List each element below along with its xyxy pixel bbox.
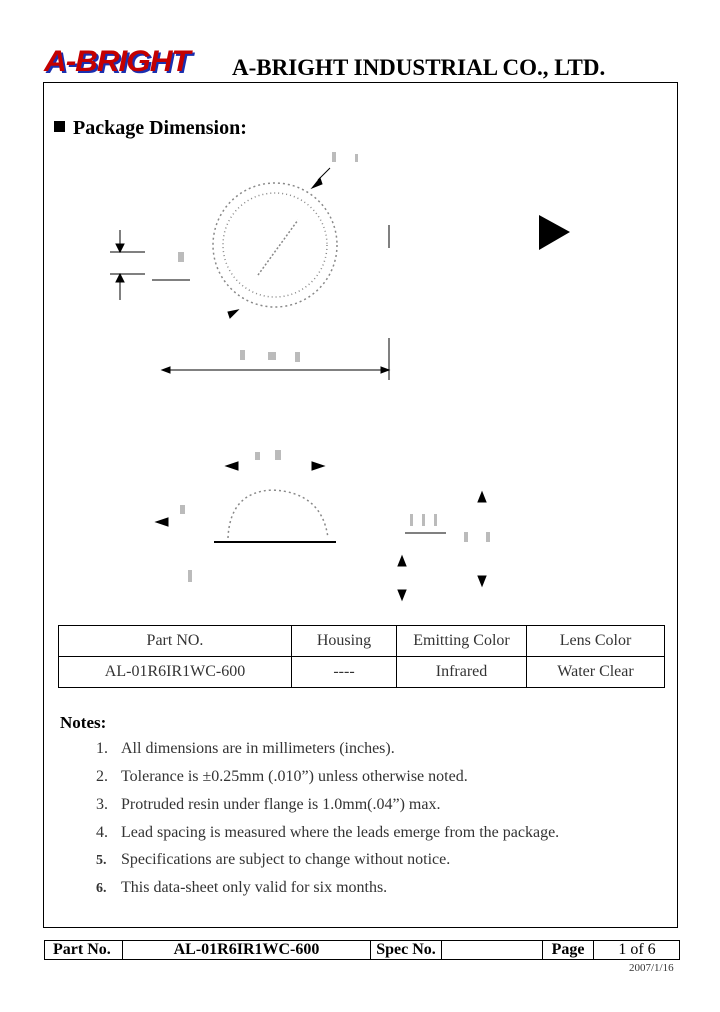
note-item <box>96 767 468 787</box>
note-text: All dimensions are in millimeters (inches). <box>121 740 395 757</box>
part-spec-table <box>58 625 665 688</box>
note-text: Protruded resin under flange is 1.0mm(.04”) max. <box>121 796 441 813</box>
note-text: This data-sheet only valid for six months. <box>121 879 388 896</box>
cell-emitting-color: Infrared <box>397 657 527 688</box>
cell-lens-color: Water Clear <box>527 657 665 688</box>
note-number: 4. <box>96 824 108 841</box>
faint-dimension-marks <box>178 152 490 582</box>
top-view-flat <box>258 220 298 275</box>
section-title: Package Dimension: <box>73 117 247 139</box>
footer-page-label: Page <box>542 941 593 959</box>
note-item <box>96 739 395 759</box>
header-lens-color: Lens Color <box>527 626 665 657</box>
note-number: 5. <box>96 853 107 868</box>
note-item <box>96 878 387 899</box>
note-item <box>96 850 450 871</box>
top-view-inner-circle <box>223 193 327 297</box>
table-row <box>59 657 665 688</box>
note-text: Tolerance is ±0.25mm (.010”) unless otherwise noted. <box>121 768 468 785</box>
note-number: 1. <box>96 740 108 757</box>
document-date: 2007/1/16 <box>629 962 674 974</box>
triangle-arrow-icon <box>539 215 570 250</box>
note-number: 6. <box>96 881 107 896</box>
header-housing: Housing <box>292 626 397 657</box>
package-dimension-drawing <box>90 140 590 610</box>
footer-page-value: 1 of 6 <box>593 941 680 959</box>
note-text: Lead spacing is measured where the leads emerge from the package. <box>121 824 560 841</box>
top-view-outer-circle <box>213 183 337 307</box>
square-bullet-icon <box>54 121 65 132</box>
note-text: Specifications are subject to change without notice. <box>121 851 451 868</box>
dimension-lines <box>110 168 486 600</box>
top-view <box>213 183 337 307</box>
footer-spec-value <box>441 941 542 959</box>
note-item <box>96 823 559 843</box>
note-number: 3. <box>96 796 108 813</box>
header-part-no: Part NO. <box>59 626 292 657</box>
footer-part-label: Part No. <box>53 941 111 958</box>
footer-part-value: AL-01R6IR1WC-600 <box>122 941 370 959</box>
cell-housing: ---- <box>292 657 397 688</box>
footer-bar <box>44 940 680 960</box>
section-heading <box>54 116 247 140</box>
notes-title: Notes: <box>60 713 107 732</box>
note-item <box>96 795 440 815</box>
company-name: A-BRIGHT INDUSTRIAL CO., LTD. <box>232 55 606 80</box>
company-logo: A-BRIGHT <box>44 45 190 78</box>
header-emitting-color: Emitting Color <box>397 626 527 657</box>
footer-spec-label: Spec No. <box>370 941 441 959</box>
table-header-row <box>59 626 665 657</box>
cell-part-no: AL-01R6IR1WC-600 <box>59 657 292 688</box>
side-view-dome <box>228 490 328 538</box>
note-number: 2. <box>96 768 108 785</box>
